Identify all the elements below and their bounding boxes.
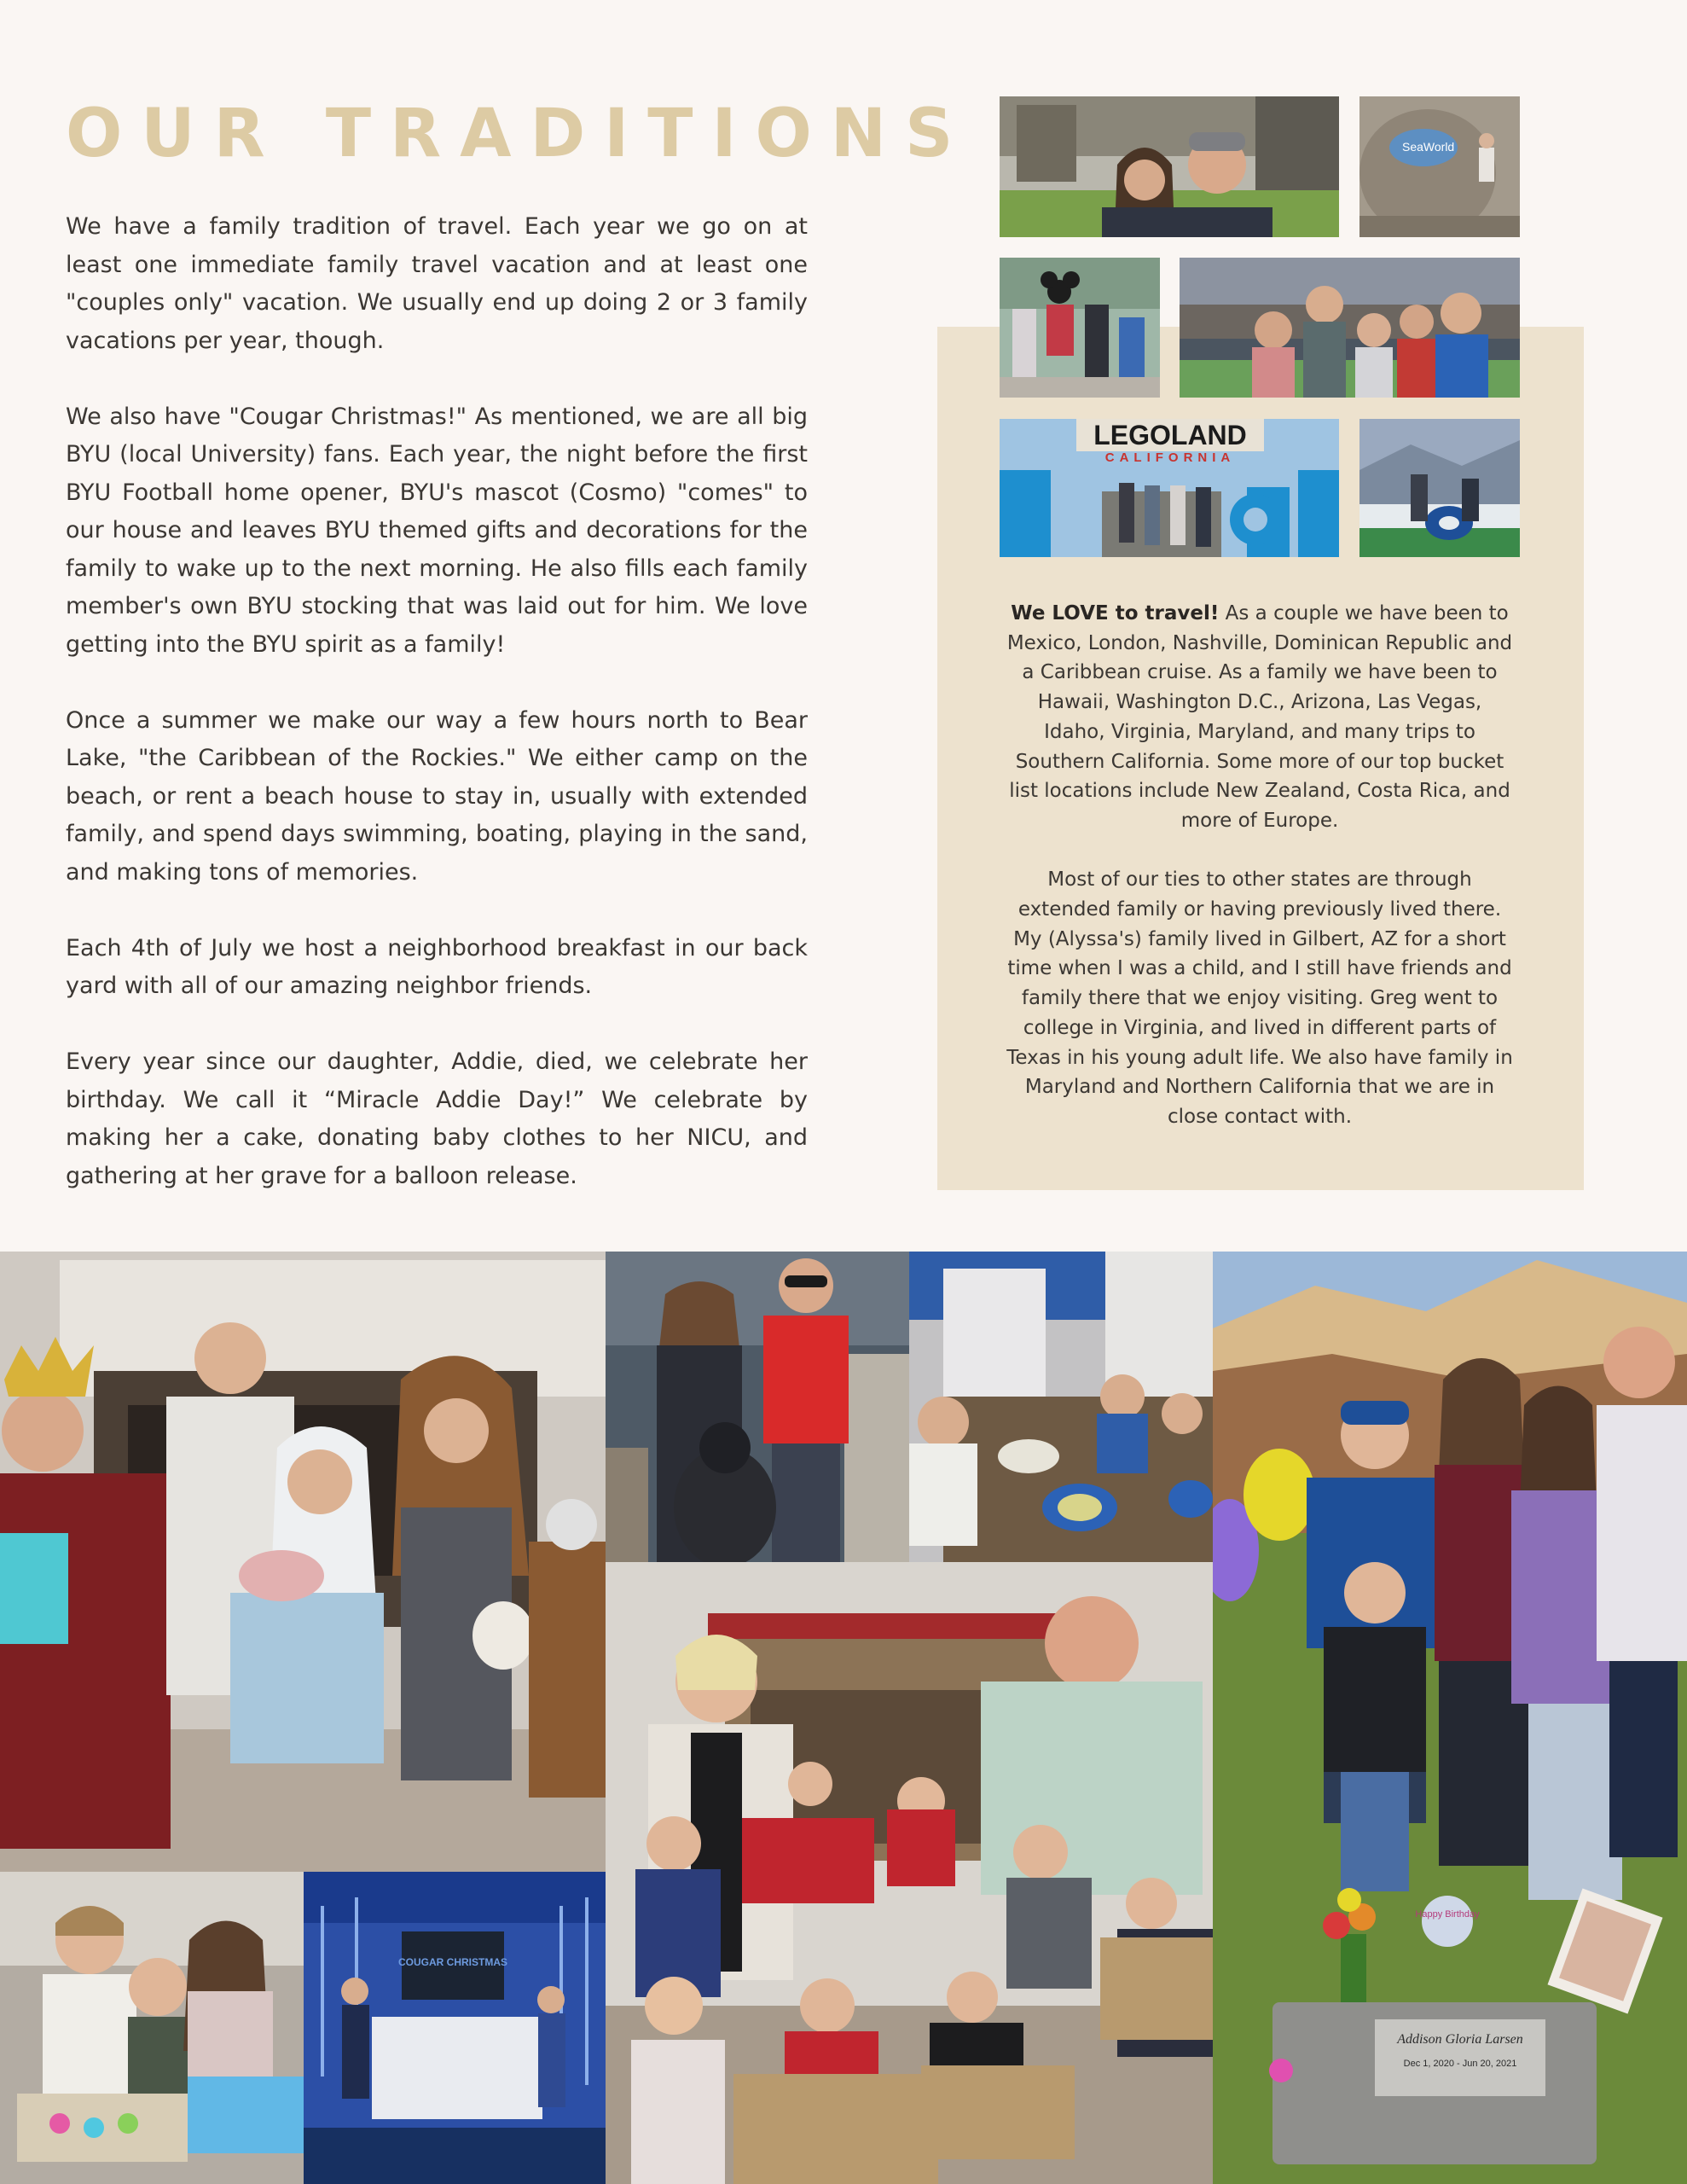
photo-seaworld [1359,96,1520,237]
seaworld-sign-text: SeaWorld [1402,140,1455,154]
caption-lead: We LOVE to travel! [1011,602,1220,624]
page-title: OUR TRADITIONS [66,96,972,172]
traditions-text [66,208,808,1234]
paragraph-fourth-of-july: Each 4th of July we host a neighborhood breakfast in our back yard with all of our amazing neighbor friends. [66,934,808,999]
paragraph-miracle-addie-day: Every year since our daughter, Addie, died, we celebrate her birthday. We call it “Miracle Addie Day!” We celebrate by making her a cake, donating baby clothes to her NICU, and gathering at her grave for a balloon release. [66,1048,808,1189]
photo-disneyland-mickey [1000,258,1160,398]
photo-legoland [1000,419,1339,557]
photo-cougar-christmas-room [304,1872,606,2184]
photo-cougar-breakfast [909,1252,1213,1562]
caption-travel-paragraph [1006,599,1513,836]
paragraph-cougar-christmas: We also have "Cougar Christmas!" As mentioned, we are all big BYU (local University) fans. Each year, the night before the first BYU Football home opener, BYU's mascot (Cosmo) "comes" to our house and leaves BYU themed gifts and decorations for the family to wake up to the next morning. He also fills each family member's own BYU stocking that was laid out for him. We love getting into the BYU spirit as a family! [66,403,808,658]
balloon-text: Happy Birthday [1415,1909,1480,1920]
photo-christmas-grandparents [606,1562,1213,2184]
travel-caption [1006,599,1513,1161]
grave-dates-text: Dec 1, 2020 - Jun 20, 2021 [1403,2059,1517,2069]
photo-snow-tubing [1359,419,1520,557]
photo-stadium [1180,258,1520,398]
photo-couple-selfie [1000,96,1339,237]
caption-ties-paragraph: Most of our ties to other states are through extended family or having previously lived there. My (Alyssa's) family lived in Gilbert, AZ for a short time when I was a child, and I still have friends and family there that we enjoy visiting. Greg went to college in Virginia, and lived in different parts of Texas in his young adult life. We also have family in Maryland and Northern California that we are in close contact with. [1006,868,1513,1128]
photo-halloween-costumes [606,1252,909,1562]
grave-name-text: Addison Gloria Larsen [1397,2032,1523,2047]
paragraph-bear-lake: Once a summer we make our way a few hours north to Bear Lake, "the Caribbean of the Rockies." We either camp on the beach, or rent a beach house to stay in, usually with extended family, and spend days swimming, boating, playing in the sand, and making tons of memories. [66,706,808,886]
photo-miracle-addie-day [1213,1252,1687,2184]
photo-kids-easter [0,1872,304,2184]
legoland-sub-text: CALIFORNIA [1104,450,1236,465]
cougar-banner-text: COUGAR CHRISTMAS [398,1956,507,1968]
paragraph-travel: We have a family tradition of travel. Each year we go on at least one immediate family travel vacation and at least one "couples only" vacation. We usually end up doing 2 or 3 family vacations per year, though. [66,213,808,354]
legoland-sign-text: LEGOLAND [1093,420,1247,450]
caption-travel-text: As a couple we have been to Mexico, London, Nashville, Dominican Republic and a Caribbean cruise. As a family we have been to Hawaii, Washington D.C., Arizona, Las Vegas, Idaho, Virginia, Maryland, and many trips to Southern California. Some more of our top bucket list locations include New Zealand, Costa Rica, and more of Europe. [1006,602,1513,832]
photo-nativity-costumes [0,1252,606,1872]
